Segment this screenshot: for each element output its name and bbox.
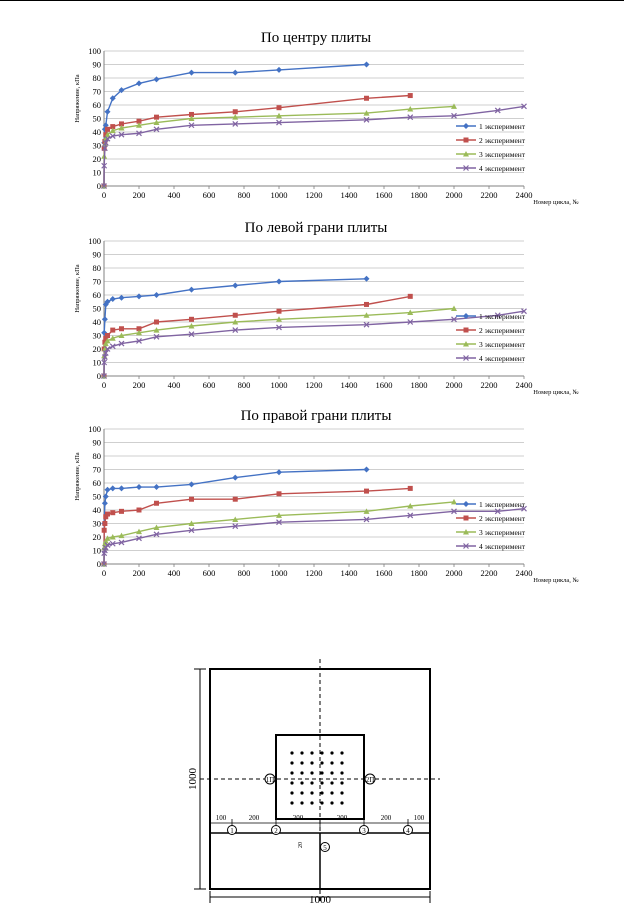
y-tick-label: 10	[92, 167, 101, 178]
legend-entry: 2 эксперимент	[479, 136, 526, 145]
x-tick-label: 800	[237, 568, 251, 578]
gauge-2-label: 2	[274, 827, 278, 835]
series-4	[102, 506, 527, 566]
x-tick-label: 200	[132, 568, 146, 578]
y-tick-label: 80	[92, 451, 101, 461]
legend-marker	[464, 516, 469, 521]
sensor-dot	[290, 781, 293, 784]
y-tick-label: 60	[92, 100, 101, 110]
y-tick-label: 20	[92, 532, 101, 542]
data-point	[105, 127, 110, 132]
data-point	[189, 481, 195, 487]
data-point	[189, 317, 194, 322]
data-point	[364, 489, 369, 494]
legend-marker	[463, 501, 469, 507]
gauge-5-label: 5	[323, 844, 327, 852]
gauge-1p-label: 1П	[265, 776, 275, 784]
data-point	[102, 528, 107, 533]
sensor-dot	[340, 801, 343, 804]
series-line	[104, 502, 454, 564]
sensor-dot	[290, 801, 293, 804]
data-point	[105, 333, 110, 338]
x-tick-label: 1000	[270, 380, 288, 390]
x-tick-label: 1400	[340, 190, 358, 200]
y-tick-label: 0	[96, 371, 101, 381]
x-tick-label: 2400	[515, 380, 533, 390]
y-tick-label: 0	[96, 559, 101, 569]
y-tick-label: 40	[92, 127, 101, 137]
data-point	[408, 93, 413, 98]
data-point	[233, 497, 238, 502]
data-point	[364, 96, 369, 101]
sensor-dot	[300, 781, 303, 784]
data-point	[119, 509, 124, 514]
data-point	[189, 287, 195, 293]
sensor-dot	[330, 761, 333, 764]
sensor-dot	[340, 791, 343, 794]
data-point	[119, 485, 125, 491]
y-tick-label: 50	[92, 491, 101, 502]
data-point	[119, 295, 125, 301]
y-tick-label: 20	[92, 344, 101, 354]
series-2	[102, 486, 413, 567]
x-tick-label: 1600	[375, 190, 393, 200]
y-tick-label: 20	[92, 154, 101, 164]
gauge-2p-label: 2П	[365, 776, 375, 784]
legend-entry: 4 эксперимент	[479, 542, 526, 551]
x-tick-label: 200	[132, 380, 146, 390]
x-tick-label: 1200	[305, 190, 323, 200]
x-tick-label: 1800	[410, 380, 428, 390]
sensor-dot	[320, 801, 323, 804]
y-axis-label: Напряжение, кПа	[74, 452, 81, 501]
gauge-4-label: 4	[406, 827, 410, 835]
sensor-dot	[330, 781, 333, 784]
sensor-dot	[300, 761, 303, 764]
x-axis-label: Номер цикла, №	[533, 199, 579, 206]
sensor-dot	[290, 751, 293, 754]
sensor-dot	[290, 771, 293, 774]
x-tick-label: 600	[202, 380, 216, 390]
chart-right-edge	[0, 398, 624, 588]
x-tick-label: 400	[167, 380, 181, 390]
chart-left-edge	[0, 210, 624, 400]
data-point	[102, 500, 108, 506]
data-point	[154, 501, 159, 506]
dim-seg-6: 100	[413, 814, 425, 822]
sensor-dot	[300, 751, 303, 754]
x-tick-label: 1000	[270, 568, 288, 578]
sensor-dot	[320, 781, 323, 784]
series-3	[101, 306, 457, 379]
x-axis-label: Номер цикла, №	[533, 389, 579, 396]
dim-height-label: 1000	[187, 768, 199, 790]
y-tick-label: 90	[92, 437, 101, 448]
y-tick-label: 70	[92, 276, 101, 287]
series-line	[104, 488, 410, 564]
legend-entry: 3 эксперимент	[479, 528, 526, 537]
sensor-dot	[330, 751, 333, 754]
legend-entry: 3 эксперимент	[479, 340, 526, 349]
legend-entry: 1 эксперимент	[479, 122, 526, 131]
sensor-dot	[330, 791, 333, 794]
y-tick-label: 100	[88, 46, 101, 56]
data-point	[277, 491, 282, 496]
sensor-dot	[310, 801, 313, 804]
legend	[456, 122, 526, 173]
data-point	[136, 484, 142, 490]
sensor-dot	[320, 761, 323, 764]
sensor-dot	[310, 771, 313, 774]
gauge-3-label: 3	[362, 827, 366, 835]
sensor-dot	[340, 781, 343, 784]
x-tick-label: 0	[101, 190, 107, 200]
plate-diagram	[0, 655, 624, 907]
dim-small: 20	[298, 842, 304, 848]
legend-entry: 1 эксперимент	[479, 312, 526, 321]
x-tick-label: 1600	[375, 568, 393, 578]
data-point	[408, 294, 413, 299]
legend	[456, 312, 526, 363]
data-point	[105, 487, 111, 493]
dim-seg-2: 200	[248, 814, 260, 822]
x-tick-label: 2000	[445, 568, 463, 578]
data-point	[137, 508, 142, 513]
sensor-dot	[290, 791, 293, 794]
y-tick-label: 40	[92, 317, 101, 327]
x-tick-label: 0	[101, 568, 107, 578]
y-tick-label: 30	[92, 330, 101, 341]
data-point	[136, 80, 142, 86]
sensor-dot	[320, 751, 323, 754]
legend-marker	[464, 328, 469, 333]
x-tick-label: 400	[167, 568, 181, 578]
chart-title: По правой грани плиты	[240, 408, 392, 424]
dim-width-label: 1000	[309, 894, 331, 906]
sensor-dot	[300, 801, 303, 804]
y-tick-label: 60	[92, 478, 101, 488]
sensor-dot	[300, 771, 303, 774]
data-point	[277, 309, 282, 314]
x-tick-label: 200	[132, 190, 146, 200]
y-tick-label: 70	[92, 464, 101, 475]
data-point	[364, 302, 369, 307]
data-point	[276, 279, 282, 285]
x-tick-label: 0	[101, 380, 107, 390]
data-point	[189, 497, 194, 502]
dim-seg-3: 200	[292, 814, 304, 822]
x-tick-label: 2200	[480, 380, 498, 390]
x-tick-label: 1400	[340, 380, 358, 390]
legend-entry: 2 эксперимент	[479, 326, 526, 335]
sensor-dot	[330, 771, 333, 774]
top-rule	[0, 0, 624, 1]
dim-seg-5: 200	[380, 814, 392, 822]
x-tick-label: 1000	[270, 190, 288, 200]
y-tick-label: 60	[92, 290, 101, 300]
legend-entry: 1 эксперимент	[479, 500, 526, 509]
sensor-dot	[310, 761, 313, 764]
data-point	[136, 293, 142, 299]
data-point	[105, 109, 111, 115]
x-tick-label: 800	[237, 190, 251, 200]
x-axis-label: Номер цикла, №	[533, 577, 579, 584]
y-axis-label: Напряжение, кПа	[74, 74, 81, 123]
data-point	[233, 313, 238, 318]
x-tick-label: 1600	[375, 380, 393, 390]
data-point	[102, 521, 107, 526]
x-tick-label: 1400	[340, 568, 358, 578]
x-tick-label: 2400	[515, 568, 533, 578]
data-point	[276, 67, 282, 73]
sensor-dot	[340, 751, 343, 754]
sensor-dot	[320, 791, 323, 794]
x-tick-label: 600	[202, 568, 216, 578]
series-2	[102, 294, 413, 379]
legend	[456, 500, 526, 551]
dim-seg-4: 200	[336, 814, 348, 822]
y-axis-label: Напряжение, кПа	[74, 264, 81, 313]
data-point	[233, 109, 238, 114]
data-point	[189, 70, 195, 76]
y-tick-label: 30	[92, 140, 101, 151]
x-tick-label: 1200	[305, 380, 323, 390]
data-point	[102, 316, 108, 322]
x-tick-label: 2000	[445, 380, 463, 390]
x-tick-label: 800	[237, 380, 251, 390]
x-tick-label: 2200	[480, 190, 498, 200]
legend-entry: 3 эксперимент	[479, 150, 526, 159]
chart-title: По левой грани плиты	[244, 220, 388, 236]
data-point	[154, 320, 159, 325]
y-tick-label: 80	[92, 73, 101, 83]
series-2	[102, 93, 413, 188]
x-tick-label: 600	[202, 190, 216, 200]
sensor-dot	[320, 771, 323, 774]
data-point	[408, 486, 413, 491]
y-tick-label: 80	[92, 263, 101, 273]
y-tick-label: 70	[92, 86, 101, 97]
data-point	[232, 283, 238, 289]
data-point	[110, 485, 116, 491]
x-tick-label: 2400	[515, 190, 533, 200]
legend-marker	[464, 138, 469, 143]
y-tick-label: 0	[96, 181, 101, 191]
legend-entry: 4 эксперимент	[479, 354, 526, 363]
data-point	[364, 62, 370, 68]
legend-marker	[463, 123, 469, 129]
y-tick-label: 30	[92, 518, 101, 529]
series-line	[104, 509, 524, 564]
legend-entry: 2 эксперимент	[479, 514, 526, 523]
dot-grid	[290, 751, 343, 804]
x-tick-label: 1800	[410, 190, 428, 200]
y-tick-label: 100	[88, 236, 101, 246]
sensor-dot	[340, 771, 343, 774]
data-point	[364, 276, 370, 282]
x-tick-label: 2000	[445, 190, 463, 200]
data-point	[110, 328, 115, 333]
chart-title: По центру плиты	[260, 30, 372, 46]
data-point	[154, 76, 160, 82]
x-tick-label: 1800	[410, 568, 428, 578]
x-tick-label: 1200	[305, 568, 323, 578]
sensor-dot	[310, 781, 313, 784]
y-tick-label: 10	[92, 545, 101, 556]
data-point	[110, 510, 115, 515]
legend-entry: 4 эксперимент	[479, 164, 526, 173]
chart-center	[0, 20, 624, 210]
x-tick-label: 2200	[480, 568, 498, 578]
sensor-dot	[340, 761, 343, 764]
data-point	[154, 292, 160, 298]
data-point	[154, 484, 160, 490]
y-tick-label: 100	[88, 424, 101, 434]
x-tick-label: 400	[167, 190, 181, 200]
sensor-dot	[300, 791, 303, 794]
y-tick-label: 10	[92, 357, 101, 368]
data-point	[364, 467, 370, 473]
data-point	[105, 512, 110, 517]
data-point	[276, 469, 282, 475]
sensor-dot	[310, 791, 313, 794]
gauge-1-label: 1	[230, 827, 234, 835]
data-point	[277, 105, 282, 110]
data-point	[232, 475, 238, 481]
y-tick-label: 90	[92, 59, 101, 70]
y-tick-label: 40	[92, 505, 101, 515]
sensor-dot	[330, 801, 333, 804]
data-point	[119, 326, 124, 331]
sensor-dot	[290, 761, 293, 764]
data-point	[110, 296, 116, 302]
y-tick-label: 90	[92, 249, 101, 260]
y-tick-label: 50	[92, 113, 101, 124]
data-point	[154, 115, 159, 120]
dim-seg-1: 100	[215, 814, 227, 822]
y-tick-label: 50	[92, 303, 101, 314]
sensor-dot	[310, 751, 313, 754]
data-point	[232, 70, 238, 76]
